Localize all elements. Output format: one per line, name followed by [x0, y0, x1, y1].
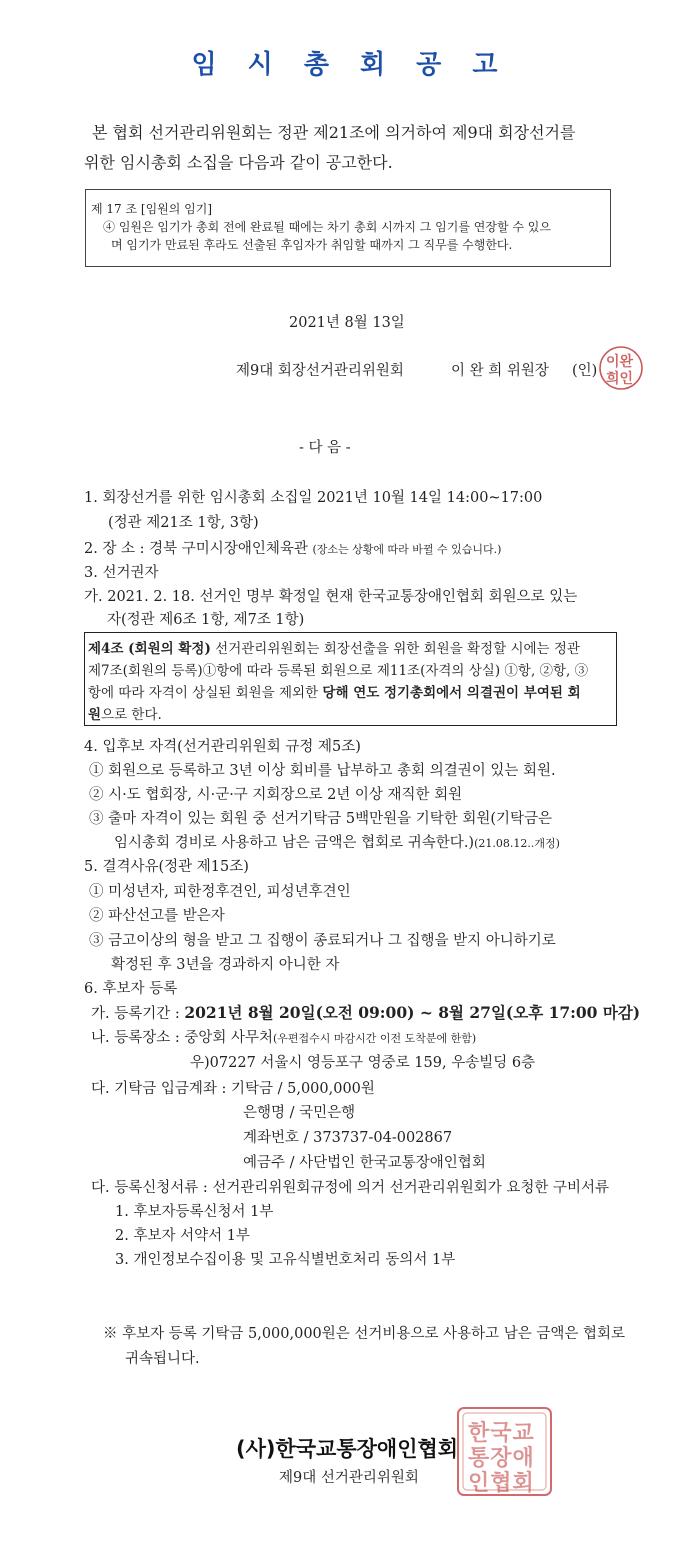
item-6-na-note: (우편접수시 마감시간 이전 도착분에 한함)	[273, 1032, 477, 1045]
item-4-3b-note: (21.08.12..개정)	[474, 837, 560, 850]
item-1: 1. 회장선거를 위한 임시총회 소집일 2021년 10월 14일 14:00~17:00	[84, 490, 543, 506]
item-5-3: ③ 금고이상의 형을 받고 그 집행이 종료되거나 그 집행을 받지 아니하기로	[89, 933, 556, 949]
article-4-text-1: 선거관리위원회는 회장선출을 위한 회원을 확정할 시에는 정관	[210, 641, 580, 657]
article-4-heading: 제4조 (회원의 확정)	[88, 641, 211, 657]
intro-line-1: 본 협회 선거관리위원회는 정관 제21조에 의거하여 제9대 회장선거를	[92, 123, 576, 142]
article-4-line-3	[88, 681, 581, 701]
chair-seal-text-1: 이완	[606, 354, 634, 370]
item-6-docs: 다. 등록신청서류 : 선거관리위원회규정에 의거 선거관리위원회가 요청한 구비서류	[91, 1180, 609, 1196]
doc-item-3: 3. 개인정보수집이용 및 고유식별번호처리 동의서 1부	[115, 1252, 456, 1268]
item-6-ga-value: 2021년 8월 20일(오전 09:00) ~ 8월 27일(오후 17:00 마감)	[184, 1003, 641, 1022]
article-4-text-4b: 으로 한다.	[101, 707, 162, 723]
item-4-3b-text: 임시총회 경비로 사용하고 남은 금액은 협회로 귀속한다.)	[114, 835, 475, 851]
chair-seal-stamp	[597, 343, 645, 393]
intro-line-2: 위한 임시총회 소집을 다음과 같이 공고한다.	[84, 153, 393, 172]
article-4-line-2: 제7조(회원의 등록)①항에 따라 등록된 회원으로 제11조(자격의 상실) ①항, ②항, ③	[88, 663, 589, 679]
item-3-ga-line-2: 자(정관 제6조 1항, 제7조 1항)	[107, 612, 305, 628]
org-subtitle: 제9대 선거관리위원회	[279, 1470, 419, 1486]
seal-mark: (인)	[572, 363, 598, 379]
article-4-line-4	[88, 703, 162, 723]
item-3-ga-line-1: 가. 2021. 2. 18. 선거인 명부 확정일 현재 한국교통장애인협회 회원으로 있는	[84, 589, 578, 605]
article-4-box	[84, 632, 617, 726]
item-2-note: (장소는 상황에 따라 바뀔 수 있습니다.)	[312, 543, 502, 556]
item-1-sub: (정관 제21조 1항, 3항)	[108, 515, 259, 531]
article-17-line-2: 며 임기가 만료된 후라도 선출된 후임자가 취임할 때까지 그 직무를 수행한다.	[111, 238, 513, 252]
item-4: 4. 입후보 자격(선거관리위원회 규정 제5조)	[84, 739, 361, 755]
org-seal-text-2: 통장애	[468, 1445, 535, 1471]
article-4-text-3b: 당해 연도 정기총회에서 의결권이 부여된 회	[322, 685, 581, 701]
committee-name: 제9대 회장선거관리위원회	[236, 363, 404, 379]
article-4-line-1	[88, 637, 580, 657]
item-6-account: 계좌번호 / 373737-04-002867	[243, 1130, 453, 1146]
item-4-2: ② 시·도 협회장, 시·군·구 지회장으로 2년 이상 재직한 회원	[89, 787, 463, 803]
item-5-2: ② 파산선고를 받은자	[89, 908, 225, 924]
item-4-1: ① 회원으로 등록하고 3년 이상 회비를 납부하고 총회 의결권이 있는 회원.	[89, 763, 556, 779]
page-title: 임 시 총 회 공 고	[191, 50, 509, 80]
item-2-text: 2. 장 소 : 경북 구미시장애인체육관	[84, 541, 308, 557]
section-divider: - 다 음 -	[299, 440, 351, 456]
article-17-box	[85, 189, 611, 267]
item-5-3b: 확정된 후 3년을 경과하지 아니한 자	[111, 957, 340, 973]
chair-name: 이 완 희 위원장	[451, 363, 549, 379]
item-6-ga-label: 가. 등록기간 :	[91, 1006, 185, 1022]
notice-date: 2021년 8월 13일	[289, 315, 405, 331]
note-line-2: 귀속됩니다.	[125, 1351, 200, 1367]
item-6-holder: 예금주 / 사단법인 한국교통장애인협회	[243, 1155, 486, 1171]
article-4-text-3a: 항에 따라 자격이 상실된 회원을 제외한	[88, 685, 323, 701]
article-17-heading: 제 17 조 [임원의 임기]	[91, 202, 213, 216]
chair-seal-text-2: 희인	[606, 371, 634, 387]
note-line-1: ※ 후보자 등록 기탁금 5,000,000원은 선거비용으로 사용하고 남은 금액은 협회로	[103, 1326, 625, 1342]
item-5-1: ① 미성년자, 피한정후견인, 피성년후견인	[89, 884, 351, 900]
article-17-line-1: ④ 임원은 임기가 총회 전에 완료될 때에는 차기 총회 시까지 그 임기를 연장할 수 있으	[103, 220, 551, 234]
item-2	[84, 537, 501, 558]
item-6-bank: 은행명 / 국민은행	[243, 1105, 356, 1121]
article-4-text-4a: 원	[88, 707, 102, 723]
org-seal-text-3: 인협회	[468, 1470, 535, 1496]
org-seal-text-1: 한국교	[468, 1420, 535, 1446]
item-6-ga	[91, 1001, 640, 1023]
item-4-3b	[114, 831, 560, 852]
org-name: (사)한국교통장애인협회	[236, 1437, 459, 1461]
item-6-na-label: 나. 등록장소 : 중앙회 사무처	[91, 1030, 274, 1046]
item-6-na-address: 우)07227 서울시 영등포구 영중로 159, 우송빌딩 6층	[190, 1055, 536, 1071]
item-6: 6. 후보자 등록	[84, 981, 178, 997]
doc-item-1: 1. 후보자등록신청서 1부	[115, 1204, 274, 1220]
item-4-3: ③ 출마 자격이 있는 회원 중 선거기탁금 5백만원을 기탁한 회원(기탁금은	[89, 811, 553, 827]
item-5: 5. 결격사유(정관 제15조)	[84, 859, 249, 875]
doc-item-2: 2. 후보자 서약서 1부	[115, 1228, 250, 1244]
item-6-na	[91, 1026, 476, 1047]
item-3: 3. 선거권자	[84, 565, 159, 581]
org-seal-stamp	[455, 1405, 554, 1498]
item-6-da-deposit: 다. 기탁금 입금계좌 : 기탁금 / 5,000,000원	[91, 1081, 375, 1097]
